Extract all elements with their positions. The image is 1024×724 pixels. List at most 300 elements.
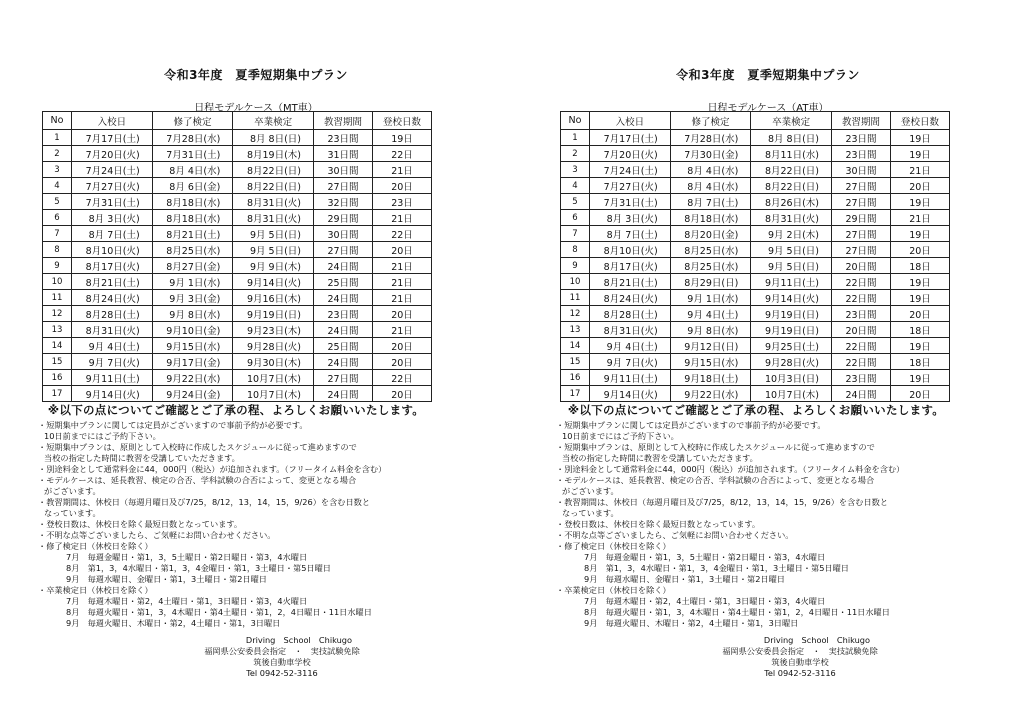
cell-period: 23日間 [314,306,373,322]
cell-graduation-exam: 10月7日(木) [751,386,832,402]
table-row [561,146,950,162]
note-line: 8月 第1，3，4水曜日・第1，3，4金曜日・第1，3土曜日・第5日曜日 [584,563,849,573]
cell-entry-date: 9月 7日(火) [72,354,153,370]
cell-period: 30日間 [832,162,891,178]
cell-graduation-exam: 9月19日(日) [233,306,314,322]
cell-graduation-exam: 8月22日(日) [233,162,314,178]
note-line: なっています。 [44,508,101,518]
cell-days: 21日 [373,258,432,274]
cell-days: 20日 [891,178,950,194]
cell-entry-date: 9月 4日(土) [590,338,671,354]
note-line: 7月 毎週木曜日・第2，4土曜日・第1，3日曜日・第3，4火曜日 [584,596,826,606]
cell-no: 6 [43,210,72,226]
cell-period: 27日間 [832,194,891,210]
cell-entry-date: 7月24日(土) [72,162,153,178]
table-row [43,146,432,162]
table-row [43,274,432,290]
table-row [43,370,432,386]
note-line: なっています。 [562,508,619,518]
cell-period: 32日間 [314,194,373,210]
cell-days: 19日 [891,194,950,210]
cell-days: 19日 [373,130,432,146]
cell-completion-exam: 9月 3日(金) [152,290,233,306]
cell-entry-date: 7月24日(土) [590,162,671,178]
cell-entry-date: 8月 7日(土) [72,226,153,242]
note-line: 10日前までにはご予約下さい。 [562,431,679,441]
cell-period: 24日間 [314,354,373,370]
cell-entry-date: 7月31日(土) [72,194,153,210]
table-body [561,130,950,402]
cell-entry-date: 9月14日(火) [590,386,671,402]
cell-no: 12 [43,306,72,322]
cell-no: 2 [561,146,590,162]
footer [690,635,910,679]
col-header-completion-exam: 修了検定 [670,112,751,130]
cell-days: 20日 [373,306,432,322]
cell-no: 11 [43,290,72,306]
cell-entry-date: 8月21日(土) [72,274,153,290]
cell-days: 21日 [891,162,950,178]
cell-period: 25日間 [314,274,373,290]
note-line: 当校の指定した時間に教習を受講していただきます。 [44,453,240,463]
school-name-jp: 筑後自動車学校 [771,657,829,667]
cell-graduation-exam: 10月7日(木) [233,386,314,402]
note-line: ・短期集中プランは、原則として入校時に作成したスケジュールに従って進めますので [38,442,357,452]
cell-graduation-exam: 9月 2日(木) [751,226,832,242]
cell-days: 20日 [373,354,432,370]
cell-graduation-exam: 9月19日(日) [751,306,832,322]
notes-list [38,420,386,629]
cell-no: 10 [43,274,72,290]
cell-entry-date: 8月21日(土) [590,274,671,290]
cell-period: 27日間 [314,242,373,258]
cell-graduation-exam: 9月 5日(日) [233,242,314,258]
cell-entry-date: 8月 3日(火) [72,210,153,226]
cell-days: 18日 [891,258,950,274]
table-row [43,226,432,242]
table-row [561,290,950,306]
school-name-en: Driving School Chikugo [763,635,870,645]
cell-entry-date: 7月17日(土) [590,130,671,146]
note-line: ・短期集中プランに関しては定員がございますので事前予約が必要です。 [556,420,826,430]
cell-completion-exam: 8月18日(水) [152,194,233,210]
cell-period: 24日間 [314,386,373,402]
cell-period: 23日間 [832,306,891,322]
cell-entry-date: 8月24日(火) [72,290,153,306]
table-row [43,386,432,402]
school-name-jp: 筑後自動車学校 [253,657,311,667]
cell-completion-exam: 8月25日(水) [670,258,751,274]
cell-entry-date: 8月17日(火) [590,258,671,274]
table-row [561,162,950,178]
table-row [43,354,432,370]
cell-days: 20日 [891,306,950,322]
cell-days: 19日 [891,274,950,290]
cell-completion-exam: 8月 4日(水) [670,162,751,178]
table-header-row [561,112,950,130]
table-row [43,338,432,354]
cell-no: 16 [43,370,72,386]
table-row [561,242,950,258]
note-line: ・別途料金として通常料金に44，000円（税込）が追加されます。（フリータイム料金を含む） [556,464,905,474]
cell-period: 30日間 [314,162,373,178]
table-row [561,386,950,402]
cell-graduation-exam: 9月30日(木) [233,354,314,370]
cell-completion-exam: 8月25日(水) [670,242,751,258]
cell-graduation-exam: 9月19日(日) [751,322,832,338]
cell-days: 19日 [891,370,950,386]
cell-no: 17 [561,386,590,402]
note-line: ・短期集中プランは、原則として入校時に作成したスケジュールに従って進めますので [556,442,875,452]
cell-period: 22日間 [832,338,891,354]
cell-graduation-exam: 8月19日(木) [233,146,314,162]
col-header-days: 登校日数 [373,112,432,130]
cell-no: 4 [561,178,590,194]
cell-entry-date: 7月27日(火) [590,178,671,194]
note-line: ・短期集中プランに関しては定員がございますので事前予約が必要です。 [38,420,308,430]
cell-completion-exam: 8月20日(金) [670,226,751,242]
table-row [561,322,950,338]
cell-days: 21日 [373,322,432,338]
note-line: 8月 第1，3，4水曜日・第1，3，4金曜日・第1，3土曜日・第5日曜日 [66,563,331,573]
cell-period: 24日間 [314,290,373,306]
cell-period: 29日間 [832,210,891,226]
cell-completion-exam: 9月15日(水) [152,338,233,354]
cell-completion-exam: 9月 1日(水) [152,274,233,290]
cell-graduation-exam: 8月31日(火) [233,194,314,210]
cell-period: 27日間 [314,370,373,386]
designation: 福岡県公安委員会指定 ・ 実技試験免除 [204,646,360,656]
cell-completion-exam: 9月12日(日) [670,338,751,354]
cell-graduation-exam: 9月 5日(日) [751,242,832,258]
note-line: がございます。 [44,486,101,496]
cell-graduation-exam: 9月11日(土) [751,274,832,290]
cell-completion-exam: 9月17日(金) [152,354,233,370]
cell-graduation-exam: 8月22日(日) [751,178,832,194]
cell-period: 27日間 [832,226,891,242]
cell-no: 13 [561,322,590,338]
cell-completion-exam: 9月 1日(水) [670,290,751,306]
cell-entry-date: 8月10日(火) [590,242,671,258]
cell-completion-exam: 8月27日(金) [152,258,233,274]
cell-days: 20日 [373,338,432,354]
cell-no: 8 [43,242,72,258]
cell-period: 23日間 [832,370,891,386]
table-row [43,258,432,274]
table-row [43,130,432,146]
cell-no: 4 [43,178,72,194]
note-line: 9月 毎週水曜日、金曜日・第1，3土曜日・第2日曜日 [66,574,267,584]
phone-number: Tel 0942-52-3116 [764,668,836,678]
cell-graduation-exam: 8月22日(日) [233,178,314,194]
notes-title: ※以下の点についてご確認とご了承の程、よろしくお願いいたします。 [567,403,945,417]
cell-completion-exam: 8月 4日(水) [670,178,751,194]
cell-completion-exam: 8月21日(土) [152,226,233,242]
cell-days: 22日 [373,146,432,162]
cell-period: 25日間 [314,338,373,354]
cell-period: 23日間 [832,146,891,162]
cell-days: 20日 [373,242,432,258]
cell-no: 14 [561,338,590,354]
notes-title: ※以下の点についてご確認とご了承の程、よろしくお願いいたします。 [47,403,425,417]
table-row [561,194,950,210]
cell-graduation-exam: 8月11日(水) [751,146,832,162]
table-row [43,178,432,194]
cell-entry-date: 8月28日(土) [72,306,153,322]
cell-no: 8 [561,242,590,258]
table-row [561,338,950,354]
cell-entry-date: 9月11日(土) [72,370,153,386]
cell-entry-date: 8月31日(火) [72,322,153,338]
cell-entry-date: 8月10日(火) [72,242,153,258]
note-line: ・登校日数は、休校日を除く最短日数となっています。 [38,519,243,529]
note-line: ・登校日数は、休校日を除く最短日数となっています。 [556,519,761,529]
table-row [43,306,432,322]
cell-graduation-exam: 9月28日(火) [751,354,832,370]
cell-graduation-exam: 9月14日(火) [233,274,314,290]
cell-graduation-exam: 8月 8日(日) [233,130,314,146]
cell-entry-date: 9月14日(火) [72,386,153,402]
table-row [561,258,950,274]
cell-days: 21日 [373,290,432,306]
cell-completion-exam: 9月15日(水) [670,354,751,370]
cell-period: 29日間 [314,210,373,226]
cell-entry-date: 7月20日(火) [72,146,153,162]
table-caption: 日程モデルケース（MT車） [194,103,318,114]
note-line: 8月 毎週火曜日・第1，3，4木曜日・第4土曜日・第1，2，4日曜日・11日水曜日 [584,607,890,617]
cell-no: 5 [561,194,590,210]
cell-no: 11 [561,290,590,306]
cell-graduation-exam: 9月14日(火) [751,290,832,306]
table-row [43,194,432,210]
cell-days: 23日 [373,194,432,210]
col-header-graduation-exam: 卒業検定 [233,112,314,130]
cell-no: 9 [561,258,590,274]
cell-completion-exam: 7月28日(水) [152,130,233,146]
table-row [43,290,432,306]
table-row [43,210,432,226]
cell-completion-exam: 8月29日(日) [670,274,751,290]
cell-no: 7 [43,226,72,242]
schedule-table-mt [42,111,432,402]
note-line: ・モデルケースは、延長教習、検定の合否、学科試験の合否によって、変更となる場合 [38,475,357,485]
cell-entry-date: 7月17日(土) [72,130,153,146]
cell-days: 21日 [373,210,432,226]
cell-graduation-exam: 9月25日(土) [751,338,832,354]
cell-no: 14 [43,338,72,354]
cell-period: 22日間 [832,274,891,290]
cell-days: 19日 [891,226,950,242]
col-header-no: No [43,112,72,130]
cell-completion-exam: 8月 7日(土) [670,194,751,210]
phone-number: Tel 0942-52-3116 [246,668,318,678]
cell-graduation-exam: 8月31日(火) [751,210,832,226]
cell-completion-exam: 7月31日(土) [152,146,233,162]
cell-period: 23日間 [832,130,891,146]
cell-period: 27日間 [832,242,891,258]
cell-days: 19日 [891,146,950,162]
table-row [561,130,950,146]
cell-no: 1 [43,130,72,146]
cell-completion-exam: 9月 8日(水) [152,306,233,322]
cell-days: 18日 [891,354,950,370]
cell-graduation-exam: 9月16日(木) [233,290,314,306]
cell-no: 15 [561,354,590,370]
cell-period: 22日間 [832,354,891,370]
table-row [561,354,950,370]
notes-list [556,420,904,629]
page-title: 令和3年度 夏季短期集中プラン [164,68,348,82]
col-header-no: No [561,112,590,130]
note-line: ・修了検定日（休校日を除く） [38,541,153,551]
note-line: 9月 毎週火曜日、木曜日・第2，4土曜日・第1，3日曜日 [584,618,799,628]
col-header-completion-exam: 修了検定 [152,112,233,130]
cell-entry-date: 8月24日(火) [590,290,671,306]
cell-no: 7 [561,226,590,242]
cell-completion-exam: 9月10日(金) [152,322,233,338]
cell-entry-date: 7月27日(火) [72,178,153,194]
schedule-table-at [560,111,950,402]
note-line: ・卒業検定日（休校日を除く） [38,585,153,595]
cell-period: 24日間 [314,258,373,274]
cell-period: 24日間 [832,386,891,402]
table-caption: 日程モデルケース（AT車） [707,103,829,114]
cell-entry-date: 8月28日(土) [590,306,671,322]
cell-graduation-exam: 8月26日(木) [751,194,832,210]
cell-graduation-exam: 8月31日(火) [233,210,314,226]
cell-completion-exam: 7月28日(水) [670,130,751,146]
note-line: ・不明な点等ございましたら、ご気軽にお問い合わせください。 [556,530,794,540]
cell-completion-exam: 8月25日(水) [152,242,233,258]
note-line: ・不明な点等ございましたら、ご気軽にお問い合わせください。 [38,530,276,540]
cell-no: 3 [561,162,590,178]
cell-entry-date: 8月17日(火) [72,258,153,274]
cell-completion-exam: 9月22日(水) [670,386,751,402]
table-row [561,210,950,226]
note-line: 9月 毎週火曜日、木曜日・第2，4土曜日・第1，3日曜日 [66,618,281,628]
note-line: 9月 毎週水曜日、金曜日・第1，3土曜日・第2日曜日 [584,574,785,584]
cell-completion-exam: 7月30日(金) [670,146,751,162]
note-line: 当校の指定した時間に教習を受講していただきます。 [562,453,758,463]
cell-days: 22日 [373,226,432,242]
cell-graduation-exam: 8月22日(日) [751,162,832,178]
cell-days: 21日 [891,210,950,226]
note-line: ・修了検定日（休校日を除く） [556,541,671,551]
cell-days: 18日 [891,322,950,338]
cell-days: 19日 [891,290,950,306]
cell-completion-exam: 9月22日(水) [152,370,233,386]
cell-graduation-exam: 10月7日(木) [233,370,314,386]
cell-entry-date: 9月11日(土) [590,370,671,386]
table-row [561,306,950,322]
cell-completion-exam: 8月18日(水) [152,210,233,226]
cell-entry-date: 9月 7日(火) [590,354,671,370]
table-row [561,370,950,386]
cell-graduation-exam: 8月 8日(日) [751,130,832,146]
note-line: 7月 毎週金曜日・第1，3，5土曜日・第2日曜日・第3，4水曜日 [584,552,826,562]
cell-period: 27日間 [832,178,891,194]
cell-no: 15 [43,354,72,370]
cell-period: 20日間 [832,258,891,274]
cell-period: 27日間 [314,178,373,194]
col-header-entry-date: 入校日 [590,112,671,130]
cell-graduation-exam: 9月28日(火) [233,338,314,354]
note-line: がございます。 [562,486,619,496]
cell-graduation-exam: 9月23日(木) [233,322,314,338]
table-header-row [43,112,432,130]
cell-no: 17 [43,386,72,402]
table-row [43,322,432,338]
cell-days: 20日 [891,242,950,258]
cell-days: 20日 [373,386,432,402]
cell-entry-date: 7月20日(火) [590,146,671,162]
cell-no: 10 [561,274,590,290]
note-line: ・教習期間は、休校日（毎週月曜日及び7/25，8/12，13，14，15，9/26）を含む日数と [38,497,371,507]
col-header-period: 教習期間 [314,112,373,130]
cell-days: 21日 [373,274,432,290]
cell-no: 2 [43,146,72,162]
cell-entry-date: 7月31日(土) [590,194,671,210]
cell-period: 22日間 [832,290,891,306]
cell-days: 19日 [891,130,950,146]
cell-graduation-exam: 9月 5日(日) [233,226,314,242]
table-row [561,274,950,290]
cell-no: 5 [43,194,72,210]
table-row [561,178,950,194]
cell-days: 21日 [373,162,432,178]
note-line: 7月 毎週木曜日・第2，4土曜日・第1，3日曜日・第3，4火曜日 [66,596,308,606]
cell-no: 12 [561,306,590,322]
cell-entry-date: 9月 4日(土) [72,338,153,354]
cell-completion-exam: 8月 6日(金) [152,178,233,194]
cell-graduation-exam: 9月 9日(木) [233,258,314,274]
designation: 福岡県公安委員会指定 ・ 実技試験免除 [722,646,878,656]
col-header-period: 教習期間 [832,112,891,130]
cell-entry-date: 8月 7日(土) [590,226,671,242]
cell-completion-exam: 9月 4日(土) [670,306,751,322]
note-line: ・卒業検定日（休校日を除く） [556,585,671,595]
cell-entry-date: 8月 3日(火) [590,210,671,226]
cell-completion-exam: 9月24日(金) [152,386,233,402]
note-line: 10日前までにはご予約下さい。 [44,431,161,441]
cell-graduation-exam: 9月 5日(日) [751,258,832,274]
cell-no: 1 [561,130,590,146]
cell-period: 23日間 [314,130,373,146]
note-line: ・モデルケースは、延長教習、検定の合否、学科試験の合否によって、変更となる場合 [556,475,875,485]
cell-days: 20日 [891,386,950,402]
note-line: ・別途料金として通常料金に44，000円（税込）が追加されます。（フリータイム料金を含む） [38,464,387,474]
table-row [43,242,432,258]
cell-no: 9 [43,258,72,274]
school-name-en: Driving School Chikugo [245,635,352,645]
cell-period: 24日間 [314,322,373,338]
cell-period: 31日間 [314,146,373,162]
col-header-days: 登校日数 [891,112,950,130]
note-line: 8月 毎週火曜日・第1，3，4木曜日・第4土曜日・第1，2，4日曜日・11日水曜日 [66,607,372,617]
panel-at [512,0,1024,724]
cell-period: 30日間 [314,226,373,242]
cell-no: 6 [561,210,590,226]
cell-completion-exam: 9月 8日(水) [670,322,751,338]
cell-days: 20日 [373,178,432,194]
cell-completion-exam: 8月 4日(水) [152,162,233,178]
col-header-graduation-exam: 卒業検定 [751,112,832,130]
cell-entry-date: 8月31日(火) [590,322,671,338]
table-row [561,226,950,242]
cell-no: 13 [43,322,72,338]
note-line: ・教習期間は、休校日（毎週月曜日及び7/25，8/12，13，14，15，9/26）を含む日数と [556,497,889,507]
page-title: 令和3年度 夏季短期集中プラン [676,68,860,82]
